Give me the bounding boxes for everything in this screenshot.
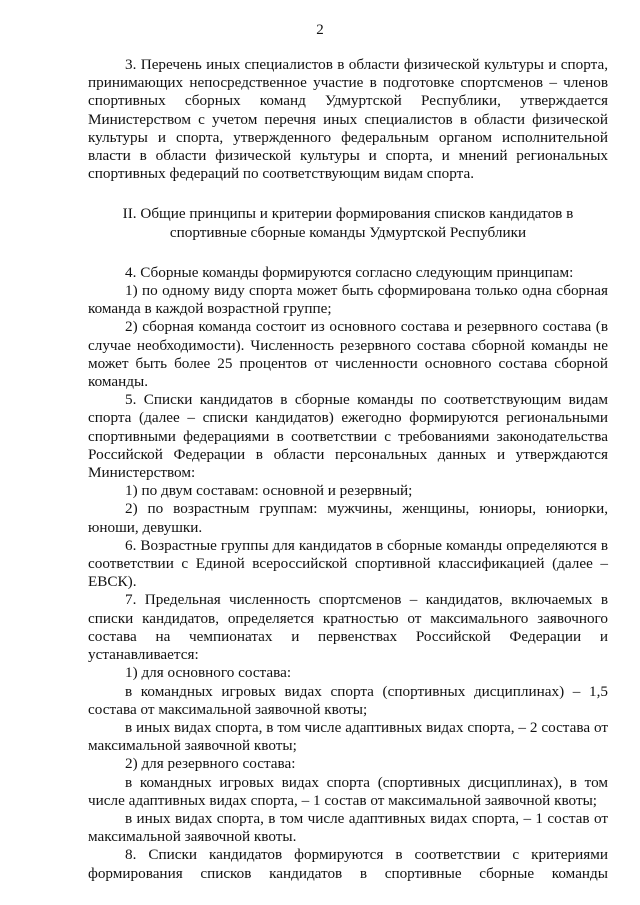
paragraph-4: 4. Сборные команды формируются согласно следующим принципам: [125, 263, 574, 281]
paragraph-5-item-2: 2) по возрастным группам: мужчины, женщины, юниоры, юниорки, юноши, девушки. [88, 500, 608, 536]
page-number: 2 [316, 22, 324, 38]
paragraph-7-item-1-team: в командных игровых видах спорта (спортивных дисциплинах) – 1,5 состава от максимальной заявочной квоты; [88, 682, 608, 718]
paragraph-5-item-1: 1) по двум составам: основной и резервный; [125, 482, 413, 500]
paragraph-3: 3. Перечень иных специалистов в области физической культуры и спорта, принимающих непосредственное участие в подготовке спортсменов – членов спортивных сборных команд Удмуртской Республики, утверждается Министерством с учетом перечня иных специалистов в области физической культуры и спорта, утвержденного федеральным органом исполнительной власти в области физической культуры и спорта, и мнений региональных спортивных федераций по соответствующим видам спорта. [88, 56, 608, 183]
paragraph-7-item-1: 1) для основного состава: [125, 664, 292, 682]
paragraph-7-item-2-other: в иных видах спорта, в том числе адаптивных видах спорта, – 1 состав от максимальной заявочной квоты. [88, 809, 608, 846]
section-heading-line-1: II. Общие принципы и критерии формирования списков кандидатов в [122, 205, 574, 223]
paragraph-8: 8. Списки кандидатов формируются в соответствии с критериями формирования списков кандидатов в спортивные сборные команды [88, 846, 608, 882]
paragraph-4-item-2: 2) сборная команда состоит из основного состава и резервного состава (в случае необходимости). Численность резервного состава сборной команды не может быть более 25 процентов от численности основного состава сборной команды. [88, 318, 608, 391]
paragraph-7-item-1-other: в иных видах спорта, в том числе адаптивных видах спорта, – 2 состава от максимальной заявочной квоты; [88, 718, 608, 755]
section-heading-line-2: спортивные сборные команды Удмуртской Республики [169, 223, 527, 241]
paragraph-7-item-2-team: в командных игровых видах спорта (спортивных дисциплинах), в том числе адаптивных видах спорта, – 1 состав от максимальной заявочной квоты; [88, 773, 608, 809]
paragraph-7-item-2: 2) для резервного состава: [125, 755, 296, 773]
paragraph-7: 7. Предельная численность спортсменов – кандидатов, включаемых в списки кандидатов, определяется кратностью от максимального заявочного состава на чемпионатах и первенствах Российской Федерации и устанавливается: [88, 591, 608, 664]
document-body [88, 56, 608, 883]
paragraph-5: 5. Списки кандидатов в сборные команды по соответствующим видам спорта (далее – списки кандидатов) ежегодно формируются региональными спортивными федерациями в соответствии с требованиями законодательства Российской Федерации в области персональных данных и утверждаются Министерством: [88, 391, 608, 482]
section-heading [88, 205, 608, 241]
paragraph-4-item-1: 1) по одному виду спорта может быть сформирована только одна сборная команда в каждой возрастной группе; [88, 282, 608, 318]
paragraph-6: 6. Возрастные группы для кандидатов в сборные команды определяются в соответствии с Единой всероссийской спортивной классификацией (далее – ЕВСК). [88, 536, 608, 591]
